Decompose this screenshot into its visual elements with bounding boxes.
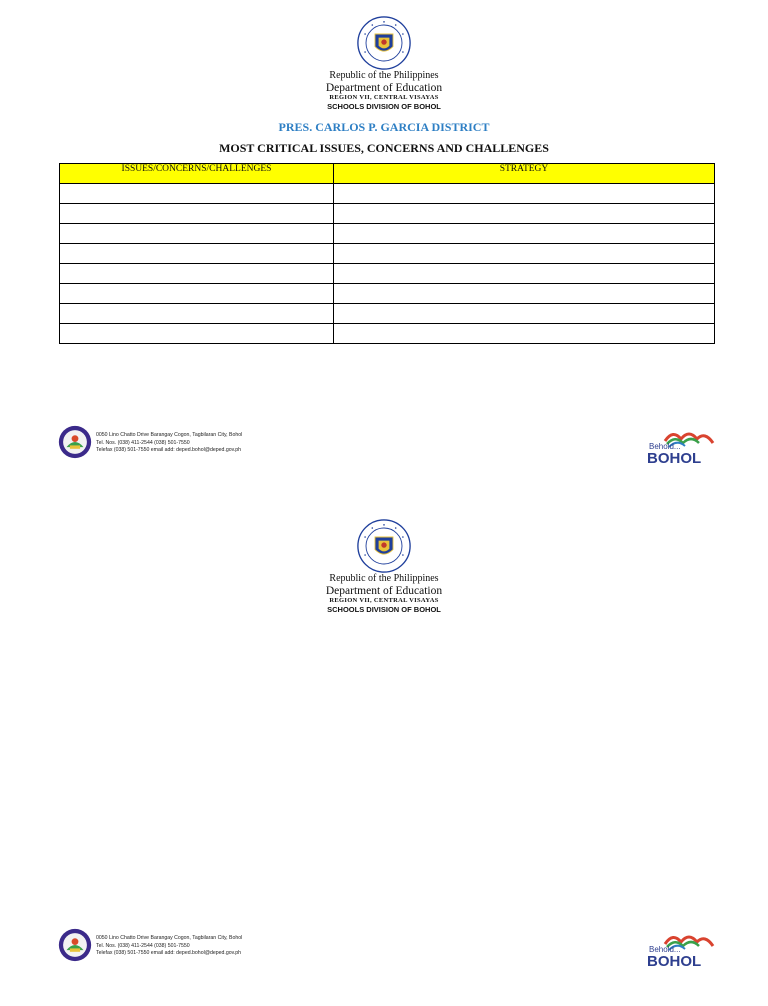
division-line: SCHOOLS DIVISION OF BOHOL xyxy=(327,605,441,614)
district-title: PRES. CARLOS P. GARCIA DISTRICT xyxy=(278,120,490,134)
table-row xyxy=(60,324,715,344)
bohol-logo-tagline: Behold... xyxy=(649,945,681,954)
strategy-cell[interactable] xyxy=(334,244,715,264)
footer-telefax: Telefax (038) 501-7550 email add: deped.bohol@deped.gov.ph xyxy=(96,447,242,453)
department-line: Department of Education xyxy=(325,585,443,597)
issue-cell[interactable] xyxy=(60,284,334,304)
issue-cell[interactable] xyxy=(60,184,334,204)
footer-address: 0050 Lino Chatto Drive Barangay Cogon, Tagbilaran City, Bohol xyxy=(96,935,243,941)
footer-address: 0050 Lino Chatto Drive Barangay Cogon, Tagbilaran City, Bohol xyxy=(96,432,243,438)
footer-tel: Tel. Nos. (038) 411-2544 (038) 501-7550 xyxy=(96,439,190,446)
issue-cell[interactable] xyxy=(60,324,334,344)
column-header-issues: ISSUES/CONCERNS/CHALLENGES xyxy=(60,164,334,184)
table-row xyxy=(60,304,715,324)
page-2 xyxy=(0,503,768,1006)
table-row xyxy=(60,264,715,284)
strategy-cell[interactable] xyxy=(334,184,715,204)
republic-line: Republic of the Philippines xyxy=(329,70,439,81)
region-line: REGION VII, CENTRAL VISAYAS xyxy=(329,597,439,604)
footer-address-block xyxy=(96,432,242,455)
page-footer xyxy=(0,928,768,968)
region-line: REGION VII, CENTRAL VISAYAS xyxy=(329,94,439,101)
table-row xyxy=(60,244,715,264)
bohol-logo-name: BOHOL xyxy=(647,953,702,968)
issue-cell[interactable] xyxy=(60,304,334,324)
department-line: Department of Education xyxy=(325,82,443,94)
behold-bohol-logo-icon xyxy=(645,427,715,465)
document-title: MOST CRITICAL ISSUES, CONCERNS AND CHALLENGES xyxy=(219,141,549,155)
deped-seal-icon xyxy=(357,519,411,573)
strategy-cell[interactable] xyxy=(334,324,715,344)
strategy-cell[interactable] xyxy=(334,204,715,224)
footer-tel: Tel. Nos. (038) 411-2544 (038) 501-7550 xyxy=(96,942,190,949)
table-row xyxy=(60,224,715,244)
deped-seal-icon xyxy=(357,16,411,70)
republic-line: Republic of the Philippines xyxy=(329,573,439,584)
division-line: SCHOOLS DIVISION OF BOHOL xyxy=(327,102,441,111)
issue-cell[interactable] xyxy=(60,244,334,264)
column-header-strategy: STRATEGY xyxy=(334,164,715,184)
strategy-cell[interactable] xyxy=(334,224,715,244)
deped-logo-icon xyxy=(58,425,92,459)
deped-logo-icon xyxy=(58,928,92,962)
strategy-cell[interactable] xyxy=(334,264,715,284)
letterhead xyxy=(0,519,768,615)
issue-cell[interactable] xyxy=(60,224,334,244)
page-footer xyxy=(0,425,768,465)
footer-telefax: Telefax (038) 501-7550 email add: deped.bohol@deped.gov.ph xyxy=(96,950,242,956)
issue-cell[interactable] xyxy=(60,264,334,284)
bohol-logo-name: BOHOL xyxy=(647,450,702,465)
bohol-logo-tagline: Behold... xyxy=(649,442,681,451)
behold-bohol-logo-icon xyxy=(645,930,715,968)
strategy-cell[interactable] xyxy=(334,284,715,304)
issues-table xyxy=(59,163,715,344)
table-row xyxy=(60,204,715,224)
letterhead xyxy=(0,16,768,112)
strategy-cell[interactable] xyxy=(334,304,715,324)
issue-cell[interactable] xyxy=(60,204,334,224)
table-row xyxy=(60,184,715,204)
table-row xyxy=(60,284,715,304)
footer-address-block xyxy=(96,935,242,958)
table-header-row xyxy=(60,164,715,184)
